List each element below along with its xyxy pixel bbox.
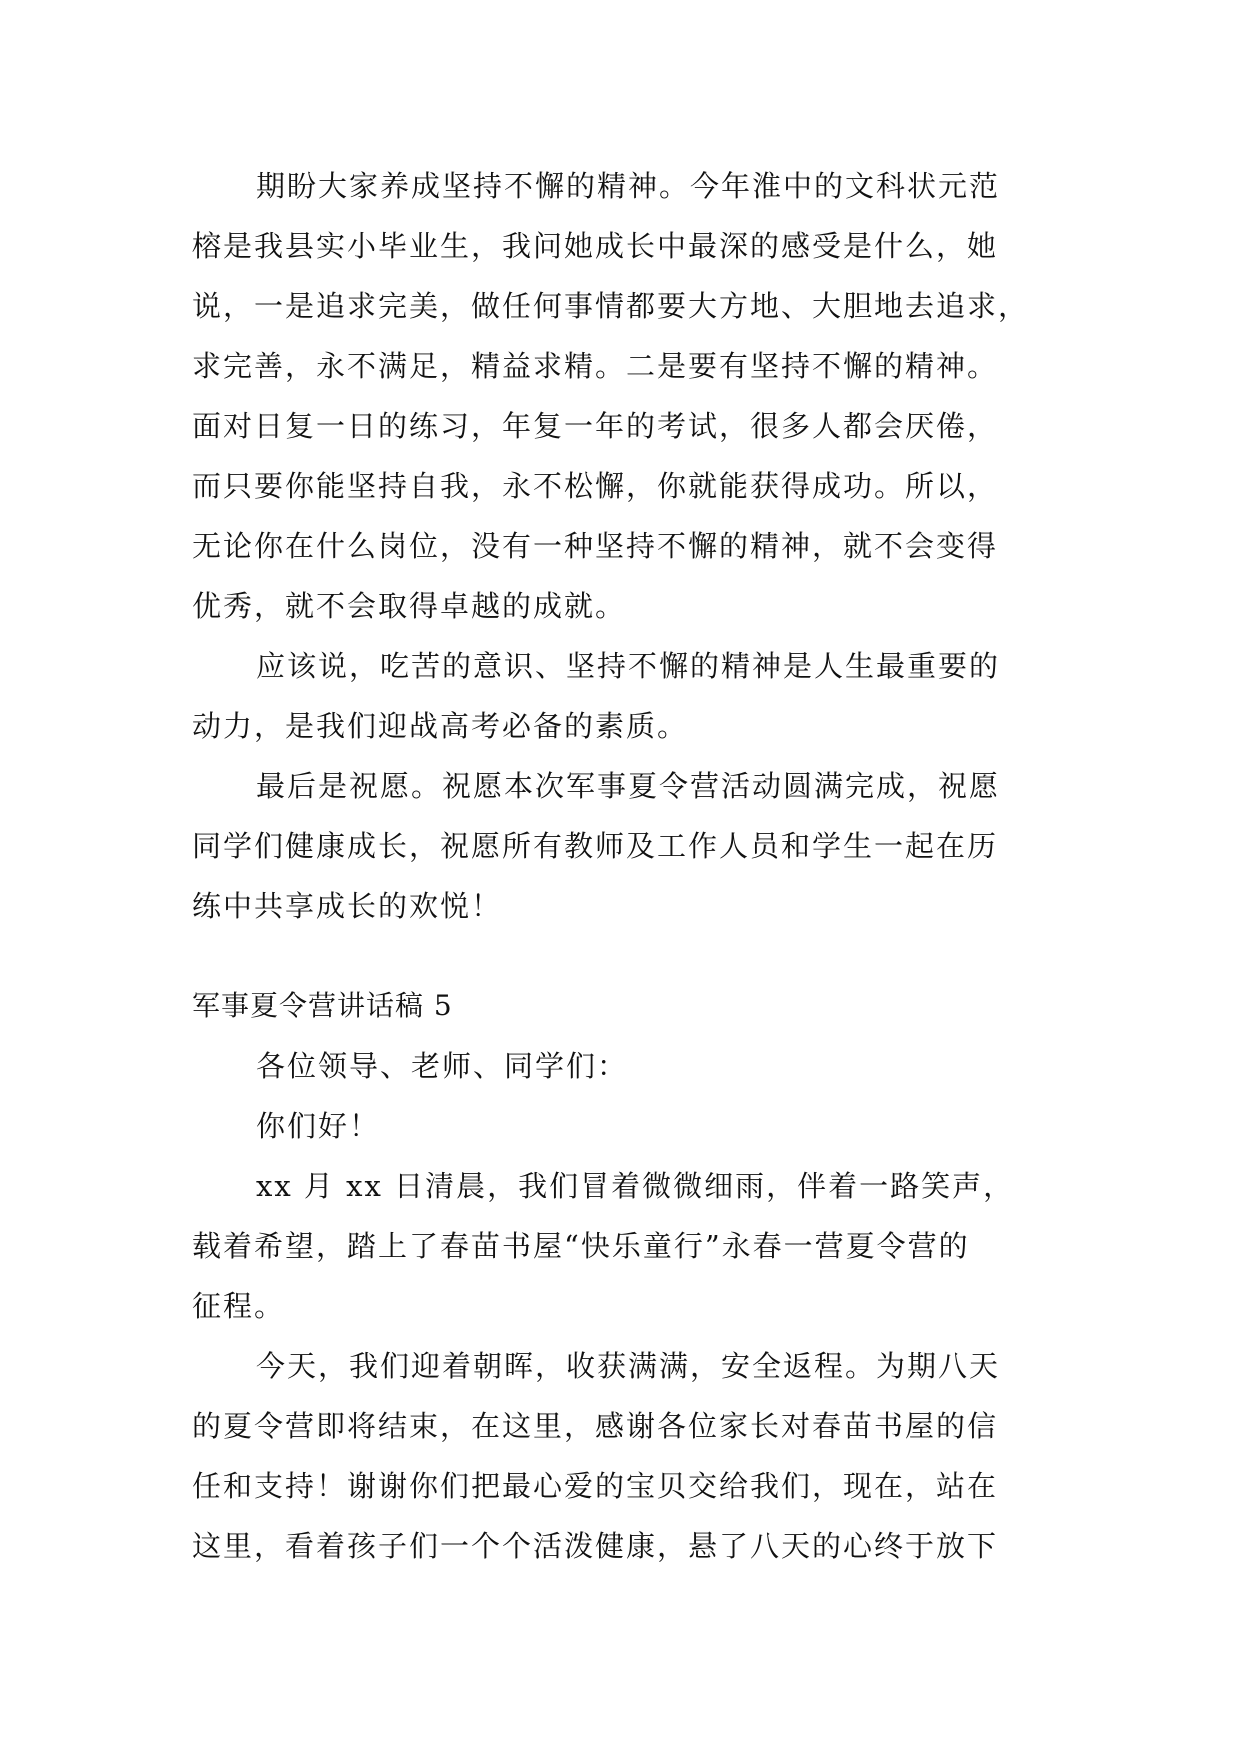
paragraph-line: 优秀，就不会取得卓越的成就。 bbox=[192, 589, 627, 623]
paragraph-line: 无论你在什么岗位，没有一种坚持不懈的精神，就不会变得 bbox=[192, 529, 999, 563]
paragraph-line: 各位领导、老师、同学们： bbox=[256, 1049, 629, 1083]
paragraph-line: xx 月 xx 日清晨，我们冒着微微细雨，伴着一路笑声， bbox=[256, 1169, 1015, 1203]
paragraph-line: 榕是我县实小毕业生，我问她成长中最深的感受是什么，她 bbox=[192, 229, 999, 263]
paragraph-line: 练中共享成长的欢悦！ bbox=[192, 889, 503, 923]
paragraph-line: 这里，看着孩子们一个个活泼健康，悬了八天的心终于放下 bbox=[192, 1529, 999, 1563]
paragraph-line: 求完善，永不满足，精益求精。二是要有坚持不懈的精神。 bbox=[192, 349, 999, 383]
paragraph-line: 而只要你能坚持自我，永不松懈，你就能获得成功。所以， bbox=[192, 469, 999, 503]
paragraph-line: 动力，是我们迎战高考必备的素质。 bbox=[192, 709, 689, 743]
paragraph-line: 任和支持！谢谢你们把最心爱的宝贝交给我们，现在，站在 bbox=[192, 1469, 999, 1503]
paragraph-line: 说，一是追求完美，做任何事情都要大方地、大胆地去追求， bbox=[192, 289, 1030, 323]
paragraph-line: 同学们健康成长，祝愿所有教师及工作人员和学生一起在历 bbox=[192, 829, 999, 863]
section-title: 军事夏令营讲话稿 5 bbox=[192, 989, 453, 1022]
paragraph-line: 的夏令营即将结束，在这里，感谢各位家长对春苗书屋的信 bbox=[192, 1409, 999, 1443]
paragraph-line: 征程。 bbox=[192, 1289, 286, 1323]
paragraph-line: 你们好！ bbox=[256, 1109, 381, 1143]
paragraph-line: 最后是祝愿。祝愿本次军事夏令营活动圆满完成，祝愿 bbox=[256, 769, 1001, 803]
paragraph-line: 今天，我们迎着朝晖，收获满满，安全返程。为期八天 bbox=[256, 1349, 1001, 1383]
paragraph-line: 应该说，吃苦的意识、坚持不懈的精神是人生最重要的 bbox=[256, 649, 1001, 683]
paragraph-line: 载着希望，踏上了春苗书屋“快乐童行”永春一营夏令营的 bbox=[192, 1229, 970, 1263]
paragraph-line: 期盼大家养成坚持不懈的精神。今年淮中的文科状元范 bbox=[256, 169, 1001, 203]
paragraph-line: 面对日复一日的练习，年复一年的考试，很多人都会厌倦， bbox=[192, 409, 999, 443]
